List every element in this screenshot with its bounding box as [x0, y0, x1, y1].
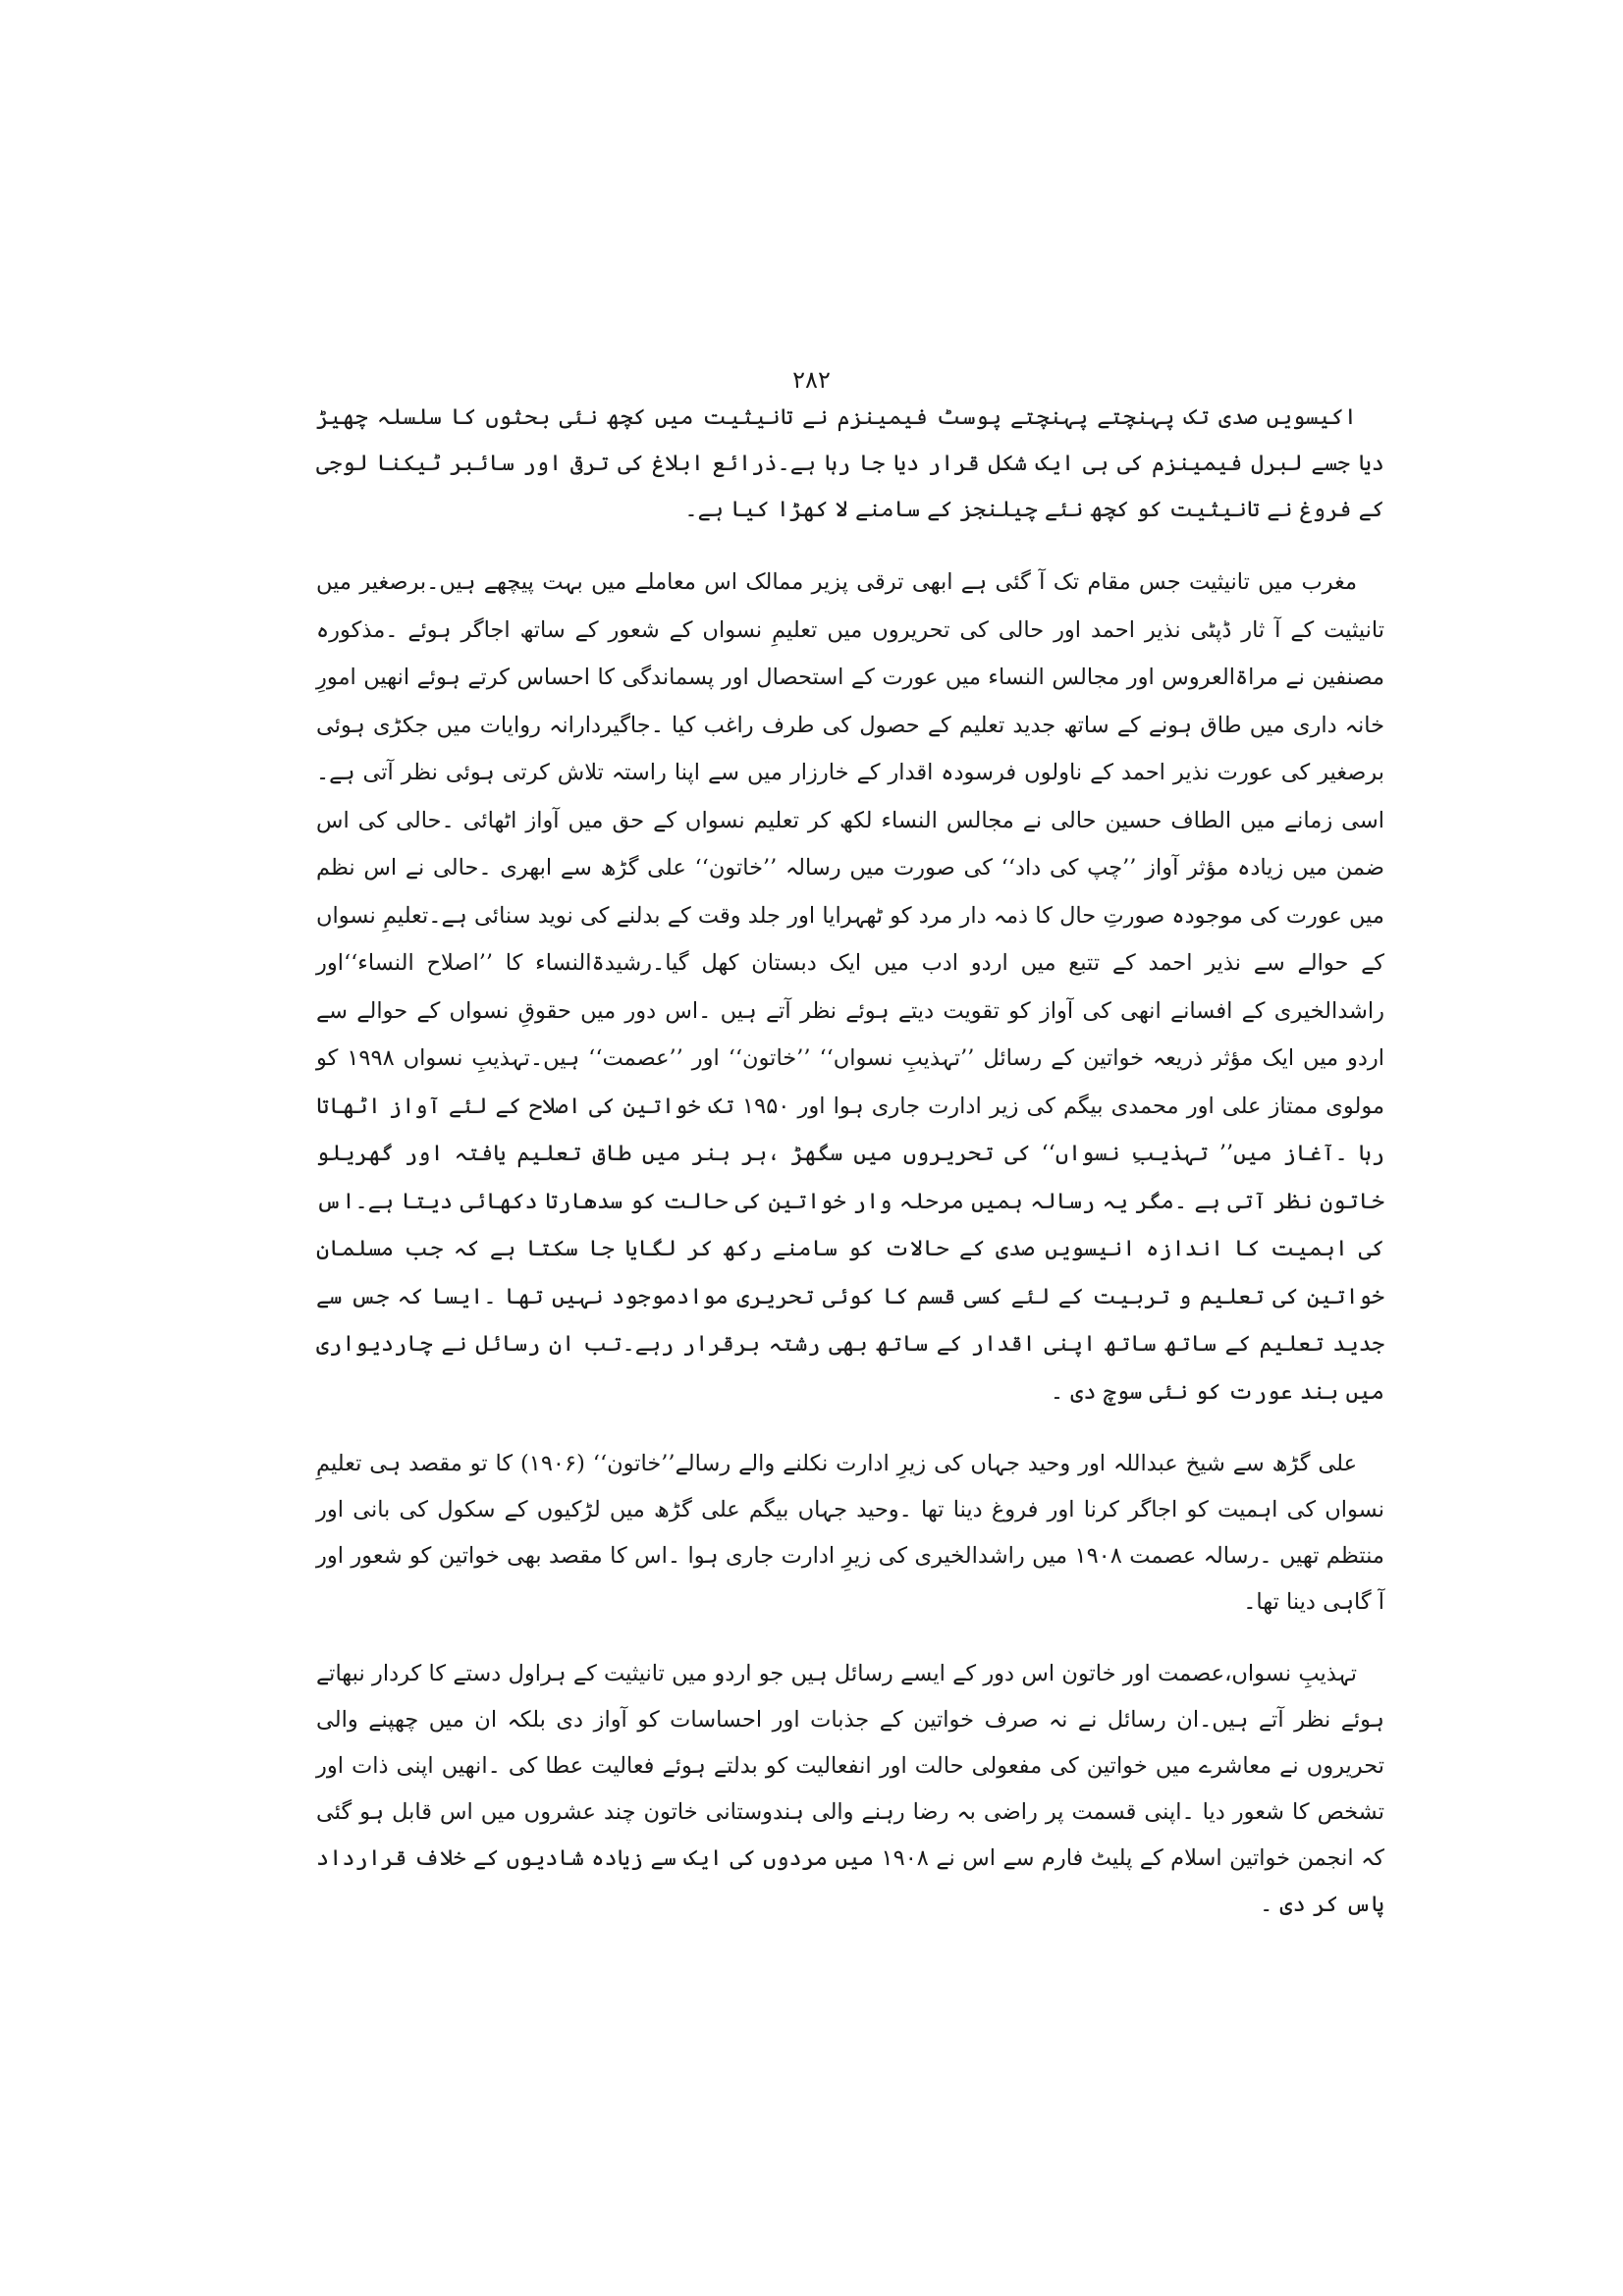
paragraph-4: تہذیبِ نسواں،عصمت اور خاتون اس دور کے ایسے رسائل ہیں جو اردو میں تانیثیت کے ہراول دستے کا کردار نبھاتے ہوئے نظر آتے ہیں۔ان رسائل نے نہ صرف خواتین کے جذبات اور احساسات کو آواز دی بلکہ ان میں چھپنے والی تحریروں نے معاشرے میں خواتین کی مفعولی حالت اور انفعالیت کو بدلتے ہوئے فعالیت عطا کی ۔انھیں اپنی ذات اور تشخص کا شعور دیا ۔اپنی قسمت پر راضی بہ رضا رہنے والی ہندوستانی خاتون چند عشروں میں اس قابل ہو گئی کہ انجمن خواتین اسلام کے پلیٹ فارم سے اس نے ۱۹۰۸ میں مردوں کی ایک سے زیادہ شادیوں کے خلاف قرارداد پاس کر دی ۔ — [316, 1661, 1385, 1917]
paragraph-1: اکیسویں صدی تک پہنچتے پہنچتے پوسٹ فیمینزم نے تانیثیت میں کچھ نئی بحثوں کا سلسلہ چھیڑ دیا جسے لبرل فیمینزم کی ہی ایک شکل قرار دیا جا رہا ہے۔ذرائع ابلاغ کی ترقی اور سائبر ٹیکنا لوجی کے فروغ نے تانیثیت کو کچھ نئے چیلنجز کے سامنے لا کھڑا کیا ہے۔ — [316, 404, 1384, 522]
body-text — [316, 395, 1384, 1928]
paragraph-2: مغرب میں تانیثیت جس مقام تک آ گئی ہے ابھی ترقی پزیر ممالک اس معاملے میں بہت پیچھے ہیں۔برصغیر میں تانیثیت کے آ ثار ڈپٹی نذیر احمد اور حالی کی تحریروں میں تعلیمِ نسواں کے شعور کے ساتھ اجاگر ہوئے ۔مذکورہ مصنفین نے مراۃالعروس اور مجالس النساء میں عورت کے استحصال اور پسماندگی کا احساس کرتے ہوئے انھیں امورِ خانہ داری میں طاق ہونے کے ساتھ جدید تعلیم کے حصول کی طرف راغب کیا ۔جاگیردارانہ روایات میں جکڑی ہوئی برصغیر کی عورت نذیر احمد کے ناولوں فرسودہ اقدار کے خارزار میں سے اپنا راستہ تلاش کرتی ہوئی نظر آتی ہے۔اسی زمانے میں الطاف حسین حالی نے مجالس النساء لکھ کر تعلیم نسواں کے حق میں آواز اٹھائی ۔حالی کی اس ضمن میں زیادہ مؤثر آواز ’’چپ کی داد‘‘ کی صورت میں رسالہ ’’خاتون‘‘ علی گڑھ سے ابھری ۔حالی نے اس نظم میں عورت کی موجودہ صورتِ حال کا ذمہ دار مرد کو ٹھہرایا اور جلد وقت کے بدلنے کی نوید سنائی ہے۔تعلیمِ نسواں کے حوالے سے نذیر احمد کے تتبع میں اردو ادب میں ایک دبستان کھل گیا۔رشیدۃالنساء کا ’’اصلاح النساء‘‘اور راشدالخیری کے افسانے انھی کی آواز کو تقویت دیتے ہوئے نظر آتے ہیں ۔اس دور میں حقوقِ نسواں کے حوالے سے اردو میں ایک مؤثر ذریعہ خواتین کے رسائل ’’تہذیبِ نسواں‘‘ ’’خاتون‘‘ اور ’’عصمت‘‘ ہیں۔تہذیبِ نسواں ۱۹۹۸ کو مولوی ممتاز علی اور محمدی بیگم کی زیر ادارت جاری ہوا اور ۱۹۵۰ تک خواتین کی اصلاح کے لئے آواز اٹھاتا رہا ۔آغاز میں’’ تہذیبِ نسواں‘‘ کی تحریروں میں سگھڑ ،ہر ہنر میں طاق تعلیم یافتہ اور گھریلو خاتون نظر آتی ہے ۔مگر یہ رسالہ ہمیں مرحلہ وار خواتین کی حالت کو سدھارتا دکھائی دیتا ہے۔اس کی اہمیت کا اندازہ انیسویں صدی کے حالات کو سامنے رکھ کر لگایا جا سکتا ہے کہ جب مسلمان خواتین کی تعلیم و تربیت کے لئے کسی قسم کا کوئی تحریری موادموجود نہیں تھا ۔ایسا کہ جس سے جدید تعلیم کے ساتھ ساتھ اپنی اقدار کے ساتھ بھی رشتہ برقرار رہے۔تب ان رسائل نے چاردیواری میں بند عورت کو نئی سوچ دی ۔ — [316, 569, 1385, 1405]
paragraph-3: علی گڑھ سے شیخ عبداللہ اور وحید جہاں کی زیرِ ادارت نکلنے والے رسالے’’خاتون‘‘ (۱۹۰۶) کا تو مقصد ہی تعلیمِ نسواں کی اہمیت کو اجاگر کرنا اور فروغ دینا تھا ۔وحید جہاں بیگم علی گڑھ میں لڑکیوں کے سکول کی بانی اور منتظم تھیں ۔رسالہ عصمت ۱۹۰۸ میں راشدالخیری کی زیرِ ادارت جاری ہوا ۔اس کا مقصد بھی خواتین کو شعور اور آ گاہی دینا تھا۔ — [316, 1451, 1384, 1615]
page-number: ۲۸۲ — [792, 366, 831, 394]
